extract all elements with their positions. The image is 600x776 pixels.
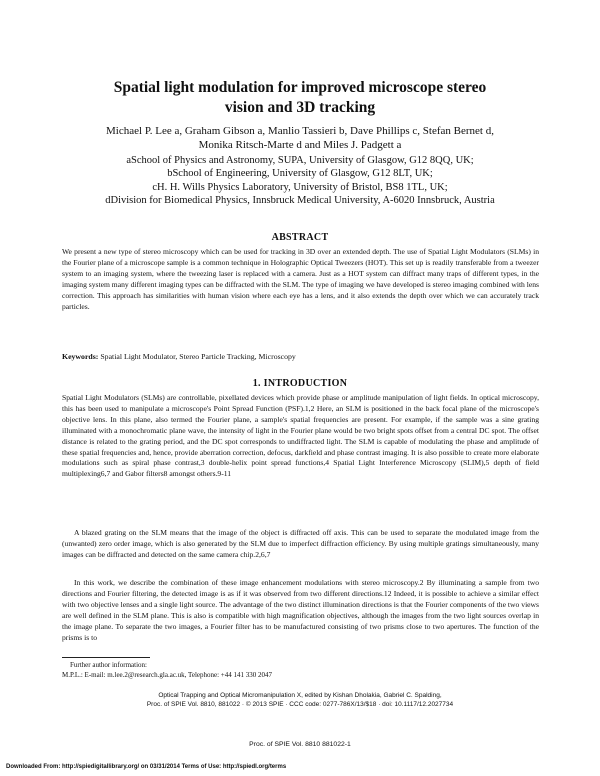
footnote-rule (62, 657, 150, 658)
authors-line-2: Monika Ritsch-Marte d and Miles J. Padgett a (198, 139, 402, 151)
keywords-text: Spatial Light Modulator, Stereo Particle Tracking, Microscopy (100, 352, 296, 361)
intro-paragraph-1: Spatial Light Modulators (SLMs) are controllable, pixellated devices which provide phase or amplitude manipulation of light fields. In optical microscopy, this has been used to manipulate a microscope's Point Spread Function (PSF).1,2 Here, an SLM is positioned in the back focal plane of the microscope's objective lens. In this plane, also termed the Fourier plane, a sample's spatial frequencies are present. For example, if the sample was a sine grating illuminated with a monochromatic plane wave, the intensity of light in the Fourier plane would be two bright spots offset from a central DC spot. The offset distance is related to the grating period, and the DC spot corresponds to undiffracted light. The SLM is capable of modulating the phase and amplitude of these spatial frequencies and, hence, provide aberration correction, defocus, darkfield and phase contrast imaging. It is also possible to create more elaborate modulations such as spiral phase contrast,3 double-helix point spread functions,4 Spatial Light Interference Microscopy (SLIM),5 depth of field multiplexing6,7 and Gabor filters8 amongst others.9-11 (62, 393, 539, 479)
intro-paragraph-3: In this work, we describe the combination of these image enhancement modulations with stereo microscopy.2 By illuminating a sample from two directions and Fourier filtering, the detected image is as if it was observed from two different directions.12 Indeed, it is possible to achieve a similar effect with two objective lenses and a single light source. The advantage of the two distinct illumination directions is that the Fourier components of the two views are well defined in the SLM plane. This is also is compatible with high magnification objectives, although the images from the two light sources overlap in the image plane. To separate the two images, a Fourier filter has to be manufactured consisting of two prisms close to two apertures. The function of the prisms is to (62, 578, 539, 642)
title-line-1: Spatial light modulation for improved microscope stereo (113, 79, 487, 96)
title-line-2: vision and 3D tracking (224, 99, 376, 116)
citation-line-1: Optical Trapping and Optical Micromanipulation X, edited by Kishan Dholakia, Gabriel C. Spalding, (158, 692, 442, 699)
affiliations (40, 154, 560, 207)
abstract-text: We present a new type of stereo microscopy which can be used for tracking in 3D over an extended depth. The use of Spatial Light Modulators (SLMs) in the Fourier plane of a microscope sample is a common technique in Holographic Optical Tweezers (HOT). This set up is readily transferable from a tweezer system to an imaging system, where the tweezing laser is replaced with a camera. Just as a HOT system can diffract many traps of different types, in the imaging system many different imaging types can be diffracted with the SLM. The type of imaging we have developed is stereo imaging combined with lens correction. This approach has similarities with human vision where each eye has a lens, and it also extends the depth over which we can accurately track particles. (62, 247, 539, 311)
intro-paragraph-2: A blazed grating on the SLM means that the image of the object is diffracted off axis. This can be used to separate the modulated image from the (unwanted) zero order image, which is also generated by the SLM due to imperfect diffraction efficiency. By using multiple gratings simultaneously, many images can be diffracted and detected on the same camera chip.2,6,7 (62, 528, 539, 559)
affiliation-b: bSchool of Engineering, University of Glasgow, G12 8LT, UK; (167, 168, 433, 180)
page-footer: Proc. of SPIE Vol. 8810 881022-1 (249, 741, 351, 748)
citation-line-2: Proc. of SPIE Vol. 8810, 881022 · © 2013 SPIE · CCC code: 0277-786X/13/$18 · doi: 10.1117/12.2027734 (146, 701, 454, 708)
affiliation-a: aSchool of Physics and Astronomy, SUPA, University of Glasgow, G12 8QQ, UK; (126, 155, 474, 166)
affiliation-d: dDivision for Biomedical Physics, Innsbruck Medical University, A-6020 Innsbruck, Austria (105, 194, 495, 206)
footnote-line-2: M.P.L.: E-mail: m.lee.2@research.gla.ac.uk, Telephone: +44 141 330 2047 (62, 671, 273, 679)
download-notice: Downloaded From: http://spiedigitallibrary.org/ on 03/31/2014 Terms of Use: http://spiedl.org/terms (6, 764, 287, 770)
keywords-label: Keywords: (62, 352, 99, 361)
keywords (62, 352, 539, 361)
authors-line-1: Michael P. Lee a, Graham Gibson a, Manlio Tassieri b, Dave Phillips c, Stefan Bernet d, (106, 125, 494, 137)
paper-title (40, 78, 560, 118)
introduction-heading: 1. INTRODUCTION (252, 378, 348, 389)
affiliation-c: cH. H. Wills Physics Laboratory, University of Bristol, BS8 1TL, UK; (152, 181, 448, 193)
authors (40, 124, 560, 152)
footnote-line-1: Further author information: (70, 661, 147, 669)
abstract-heading: ABSTRACT (271, 232, 329, 243)
